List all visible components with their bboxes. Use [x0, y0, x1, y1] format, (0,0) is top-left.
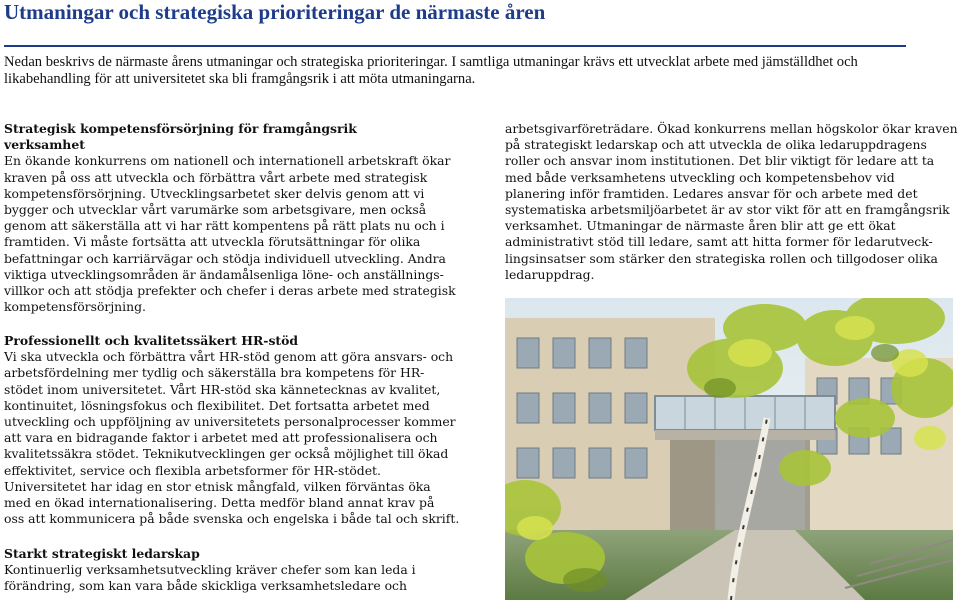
body-line: Kontinuerlig verksamhetsutveckling kräver chefer som kan leda i — [4, 562, 416, 578]
campus-photo — [505, 298, 953, 600]
intro-line: likabehandling för att universitetet ska bli framgångsrik i att möta utmaningarna. — [4, 71, 476, 87]
body-line: viktiga utvecklingsområden är ändamålsenliga löne- och anställnings- — [4, 266, 444, 282]
section-hr-support — [4, 333, 490, 527]
section-heading-line: Professionellt och kvalitetssäkert HR-stöd — [4, 333, 299, 348]
intro-line: Nedan beskrivs de närmaste årens utmaningar och strategiska prioriteringar. I samtliga utmaningar krävs ett utvecklat arbete med jämställdhet och — [4, 54, 858, 70]
body-line: bygger och utvecklar vårt varumärke som arbetsgivare, men också — [4, 202, 427, 218]
intro-paragraph — [4, 54, 954, 88]
body-line: oss att kommunicera på både svenska och engelska i både tal och skrift. — [4, 511, 460, 527]
section-strategic-competence — [4, 121, 490, 315]
body-line: stödet inom universitetet. Vårt HR-stöd ska kännetecknas av kvalitet, — [4, 381, 441, 397]
title-divider — [4, 45, 906, 47]
body-line: planering inför framtiden. Ledares ansvar för och arbete med det — [505, 185, 918, 201]
section-leadership — [4, 546, 490, 595]
body-line: systematiska arbetsmiljöarbetet är av stor vikt för att en framgångsrik — [505, 202, 950, 218]
leadership-continued — [505, 121, 957, 283]
body-line: med både verksamhetens utveckling och kompetensbehov vid — [505, 169, 895, 185]
body-line: Vi ska utveckla och förbättra vårt HR-stöd genom att göra ansvars- och — [4, 349, 454, 365]
section-heading-line: verksamhet — [4, 137, 85, 153]
section-heading-line: Starkt strategiskt ledarskap — [4, 546, 200, 561]
body-line: kompetensförsörjning. Utvecklingsarbetet sker delvis genom att vi — [4, 185, 425, 201]
body-line: kraven på oss att utveckla och förbättra vårt arbete med strategisk — [4, 169, 428, 185]
body-line: genom att säkerställa att vi har rätt kompentens på rätt plats nu och i — [4, 218, 445, 234]
body-line: kvalitetssäkra stödet. Teknikutvecklingen ger också möjlighet till ökad — [4, 446, 449, 462]
body-line: verksamhet. Utmaningar de närmaste åren blir att ge ett ökat — [505, 218, 896, 234]
body-line: kontinuitet, lösningsfokus och flexibilitet. Det fortsatta arbetet med — [4, 397, 430, 413]
body-line: villkor och att stödja prefekter och chefer i deras arbete med strategisk — [4, 283, 456, 299]
body-line: En ökande konkurrens om nationell och internationell arbetskraft ökar — [4, 153, 451, 169]
section-heading-line: Strategisk kompetensförsörjning för framgångsrik — [4, 121, 357, 136]
body-line: lingsinsatser som stärker den strategiska rollen och tillgodoser olika — [505, 250, 938, 266]
body-line: kompetensförsörjning. — [4, 299, 146, 315]
body-line: befattningar och karriärvägar och stödja individuell utveckling. Andra — [4, 250, 446, 266]
body-line: att vara en bidragande faktor i arbetet med att professionalisera och — [4, 430, 438, 446]
body-line: på strategiskt ledarskap och att utveckla de olika ledaruppdragens — [505, 137, 927, 153]
body-line: framtiden. Vi måste fortsätta att utveckla förutsättningar för olika — [4, 234, 421, 250]
body-line: utveckling och uppföljning av universitetets personalprocesser kommer — [4, 414, 456, 430]
page-title: Utmaningar och strategiska prioriteringar de närmaste åren — [4, 0, 546, 24]
body-line: förändring, som kan vara både skickliga verksamhetsledare och — [4, 578, 407, 594]
body-line: arbetsfördelning mer tydlig och säkerställa bra kompetens för HR- — [4, 365, 425, 381]
body-line: roller och ansvar inom institutionen. Det blir viktigt för ledare att ta — [505, 153, 935, 169]
body-line: ledaruppdrag. — [505, 266, 595, 282]
body-line: Universitetet har idag en stor etnisk mångfald, vilken förväntas öka — [4, 478, 431, 494]
body-line: med en ökad internationalisering. Detta medför bland annat krav på — [4, 495, 435, 511]
body-line: arbetsgivarföreträdare. Ökad konkurrens mellan högskolor ökar kraven — [505, 121, 958, 136]
body-line: effektivitet, service och flexibla arbetsformer för HR-stödet. — [4, 462, 381, 478]
body-line: administrativt stöd till ledare, samt att hitta former för ledarutveck- — [505, 234, 933, 250]
